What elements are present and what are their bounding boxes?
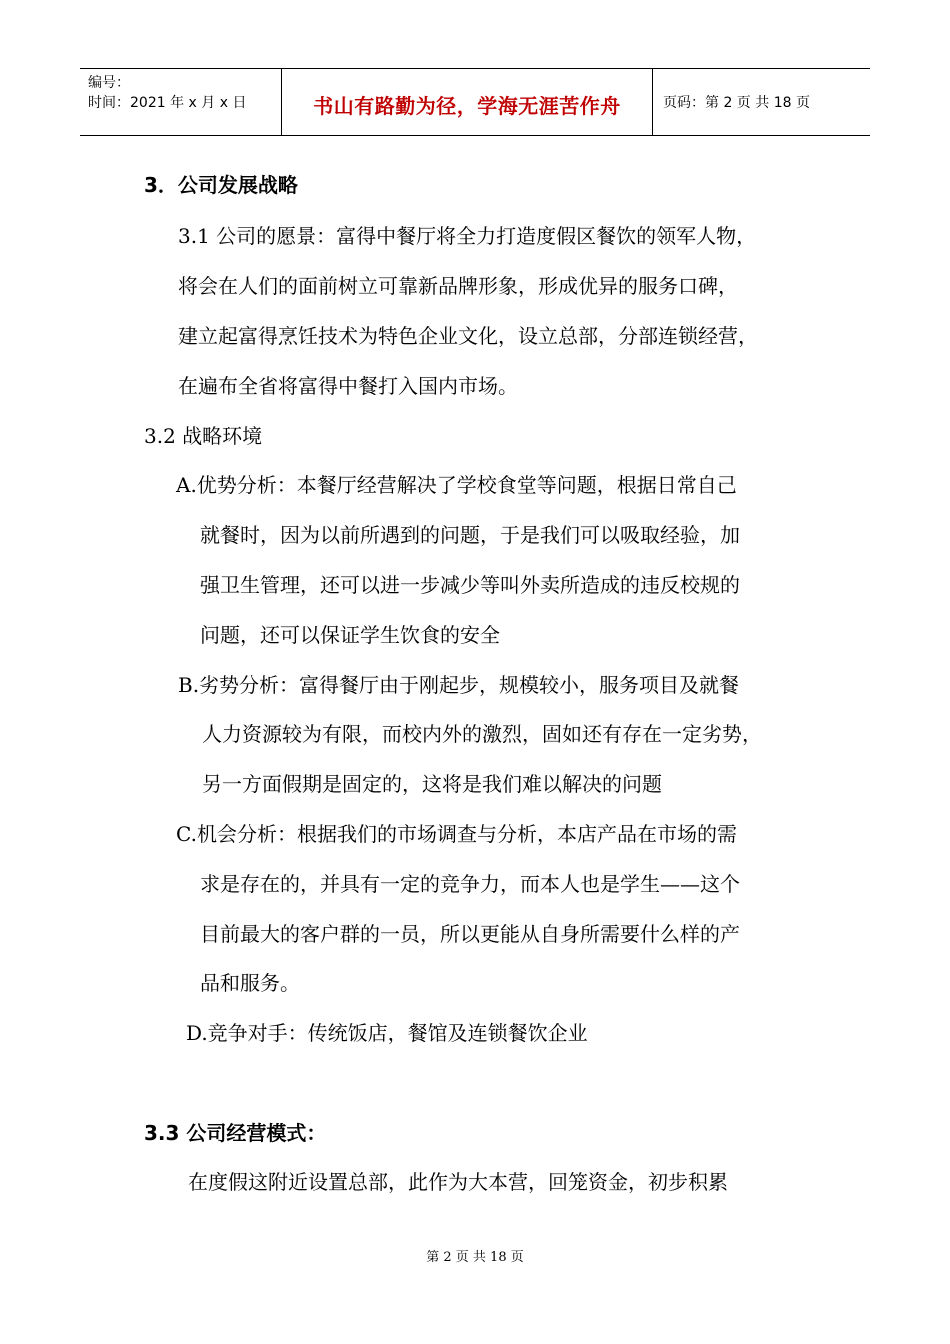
paragraph-line: 另一方面假期是固定的，这将是我们难以解决的问题 xyxy=(202,772,662,796)
paragraph-line: 问题，还可以保证学生饮食的安全 xyxy=(200,623,500,647)
paragraph-line: 建立起富得烹饪技术为特色企业文化，设立总部，分部连锁经营， xyxy=(178,324,758,348)
paragraph-line: 品和服务。 xyxy=(200,971,300,995)
paragraph-line: C.机会分析：根据我们的市场调查与分析，本店产品在市场的需 xyxy=(176,822,737,846)
subsection-title: 3.2 战略环境 xyxy=(144,424,263,448)
header-page-info: 页码：第 2 页 共 18 页 xyxy=(663,95,810,111)
header-motto: 书山有路勤为径，学海无涯苦作舟 xyxy=(313,93,621,118)
page-footer: 第 2 页 共 18 页 xyxy=(426,1250,524,1265)
page-header xyxy=(80,68,870,136)
header-meta xyxy=(80,69,281,135)
paragraph-line: 在遍布全省将富得中餐打入国内市场。 xyxy=(178,374,518,398)
header-motto-cell xyxy=(281,69,653,135)
subsection-title: 3.3 公司经营模式： xyxy=(144,1121,327,1145)
section-title: 3．公司发展战略 xyxy=(144,173,298,197)
paragraph-line: 在度假这附近设置总部，此作为大本营，回笼资金，初步积累 xyxy=(188,1170,728,1194)
paragraph-line: A.优势分析：本餐厅经营解决了学校食堂等问题，根据日常自己 xyxy=(176,473,737,497)
paragraph-line: 求是存在的，并具有一定的竞争力，而本人也是学生——这个 xyxy=(200,872,740,896)
paragraph-line: 目前最大的客户群的一员，所以更能从自身所需要什么样的产 xyxy=(200,922,740,946)
header-time: 时间：2021 年 x 月 x 日 xyxy=(88,95,247,111)
paragraph-line: 强卫生管理，还可以进一步减少等叫外卖所造成的违反校规的 xyxy=(200,573,740,597)
paragraph-line: D.竞争对手：传统饭店，餐馆及连锁餐饮企业 xyxy=(186,1021,588,1045)
paragraph-line: 就餐时，因为以前所遇到的问题，于是我们可以吸取经验，加 xyxy=(200,523,740,547)
header-number: 编号： xyxy=(88,75,130,91)
paragraph-line: 将会在人们的面前树立可靠新品牌形象，形成优异的服务口碑， xyxy=(178,274,738,298)
paragraph-line: B.劣势分析：富得餐厅由于刚起步，规模较小，服务项目及就餐 xyxy=(178,673,740,697)
paragraph-line: 人力资源较为有限，而校内外的激烈，固如还有存在一定劣势， xyxy=(202,722,762,746)
paragraph-line: 3.1 公司的愿景：富得中餐厅将全力打造度假区餐饮的领军人物， xyxy=(178,224,757,248)
